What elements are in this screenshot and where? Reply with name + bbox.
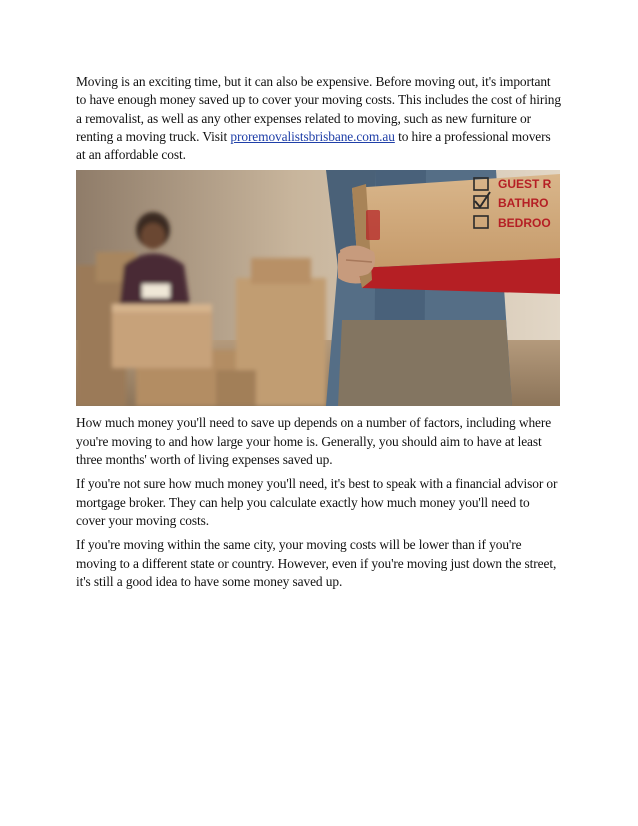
- removalist-link[interactable]: proremovalistsbrisbane.com.au: [230, 128, 395, 144]
- box-label-guest: GUEST R: [498, 177, 552, 192]
- intro-text-end: to hire a professional movers at an affordable cost.: [76, 128, 551, 163]
- paragraph-distance: If you're moving within the same city, your moving costs will be lower than if you're moving to a different state or country. However, even if you're moving just down the street, it's still a good idea to have some money saved up.: [76, 537, 557, 589]
- paragraph-intro: [76, 73, 562, 164]
- intro-text-start: Moving is an exciting time, but it can also be expensive. Before moving out, it's important to have enough money saved up to cover your moving costs. This includes the cost of hiring a removalist, as well as any other expenses related to moving, such as new furniture or renting a moving truck. Visit: [76, 74, 562, 144]
- moving-boxes-photo: [76, 170, 560, 406]
- box-label-bathroom: BATHRO: [498, 196, 549, 211]
- paragraph-savings: How much money you'll need to save up depends on a number of factors, including where you're moving to and how large your home is. Generally, you should aim to have at least three months' worth of living expenses saved up.: [76, 415, 552, 468]
- photo-illustration: [76, 170, 560, 406]
- box-label-bedroom: BEDROO: [498, 216, 551, 231]
- document-body: [76, 73, 562, 591]
- paragraph-advisor: If you're not sure how much money you'll need, it's best to speak with a financial advisor or mortgage broker. They can help you calculate exactly how much money you'll need to cover your moving costs.: [76, 476, 558, 528]
